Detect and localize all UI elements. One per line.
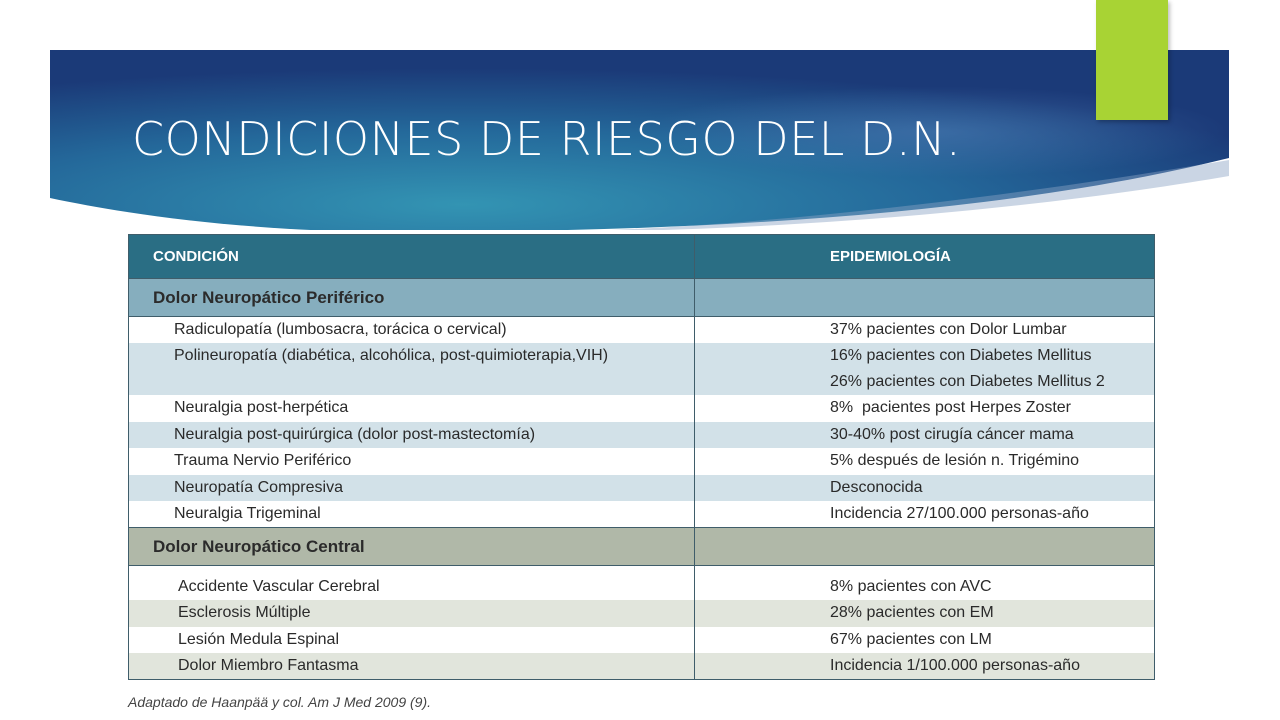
epidemiology-cell: 30-40% post cirugía cáncer mama [695, 422, 1155, 449]
section-header-peripheral [129, 279, 1155, 317]
epidemiology-cell: 28% pacientes con EM [695, 600, 1155, 627]
section-empty-cell [695, 279, 1155, 317]
condition-cell: Neuropatía Compresiva [129, 475, 695, 502]
slide-title: CONDICIONES DE RIESGO DEL D.N. [132, 112, 962, 166]
table-row [129, 653, 1155, 680]
epidemiology-line: 26% pacientes con Diabetes Mellitus 2 [830, 373, 1105, 390]
epidemiology-cell: 8% pacientes con AVC [695, 574, 1155, 601]
table-row [129, 501, 1155, 528]
epidemiology-line: 16% pacientes con Diabetes Mellitus [830, 347, 1092, 364]
section-title: Dolor Neuropático Central [129, 528, 695, 566]
table-row [129, 627, 1155, 654]
risk-table-figure [122, 230, 1158, 718]
table-row [129, 422, 1155, 449]
section-title: Dolor Neuropático Periférico [129, 279, 695, 317]
table-row [129, 317, 1155, 344]
header-epidemiology: EPIDEMIOLOGÍA [695, 235, 1155, 279]
condition-cell: Trauma Nervio Periférico [129, 448, 695, 475]
epidemiology-cell: 8% pacientes post Herpes Zoster [695, 395, 1155, 422]
table-row [129, 475, 1155, 502]
table-caption: Adaptado de Haanpää y col. Am J Med 2009 (9). [128, 694, 431, 710]
condition-cell: Polineuropatía (diabética, alcohólica, post-quimioterapia,VIH) [129, 343, 695, 395]
section-empty-cell [695, 528, 1155, 566]
section-header-central [129, 528, 1155, 566]
condition-cell: Neuralgia post-quirúrgica (dolor post-mastectomía) [129, 422, 695, 449]
table-row [129, 574, 1155, 601]
epidemiology-cell: 37% pacientes con Dolor Lumbar [695, 317, 1155, 344]
header-condition: CONDICIÓN [129, 235, 695, 279]
condition-cell: Neuralgia post-herpética [129, 395, 695, 422]
table-row [129, 600, 1155, 627]
condition-cell: Lesión Medula Espinal [129, 627, 695, 654]
condition-cell: Accidente Vascular Cerebral [129, 574, 695, 601]
spacer-row [129, 566, 1155, 574]
epidemiology-cell: Incidencia 27/100.000 personas-año [695, 501, 1155, 528]
accent-bar [1096, 0, 1168, 120]
table-row [129, 395, 1155, 422]
table-row [129, 448, 1155, 475]
condition-cell: Dolor Miembro Fantasma [129, 653, 695, 680]
epidemiology-cell [695, 343, 1155, 395]
table-header-row [129, 235, 1155, 279]
risk-conditions-table [128, 234, 1155, 680]
table-row [129, 343, 1155, 395]
condition-cell: Esclerosis Múltiple [129, 600, 695, 627]
condition-cell: Neuralgia Trigeminal [129, 501, 695, 528]
epidemiology-cell: 5% después de lesión n. Trigémino [695, 448, 1155, 475]
condition-cell: Radiculopatía (lumbosacra, torácica o cervical) [129, 317, 695, 344]
epidemiology-cell: Desconocida [695, 475, 1155, 502]
epidemiology-cell: Incidencia 1/100.000 personas-año [695, 653, 1155, 680]
epidemiology-cell: 67% pacientes con LM [695, 627, 1155, 654]
